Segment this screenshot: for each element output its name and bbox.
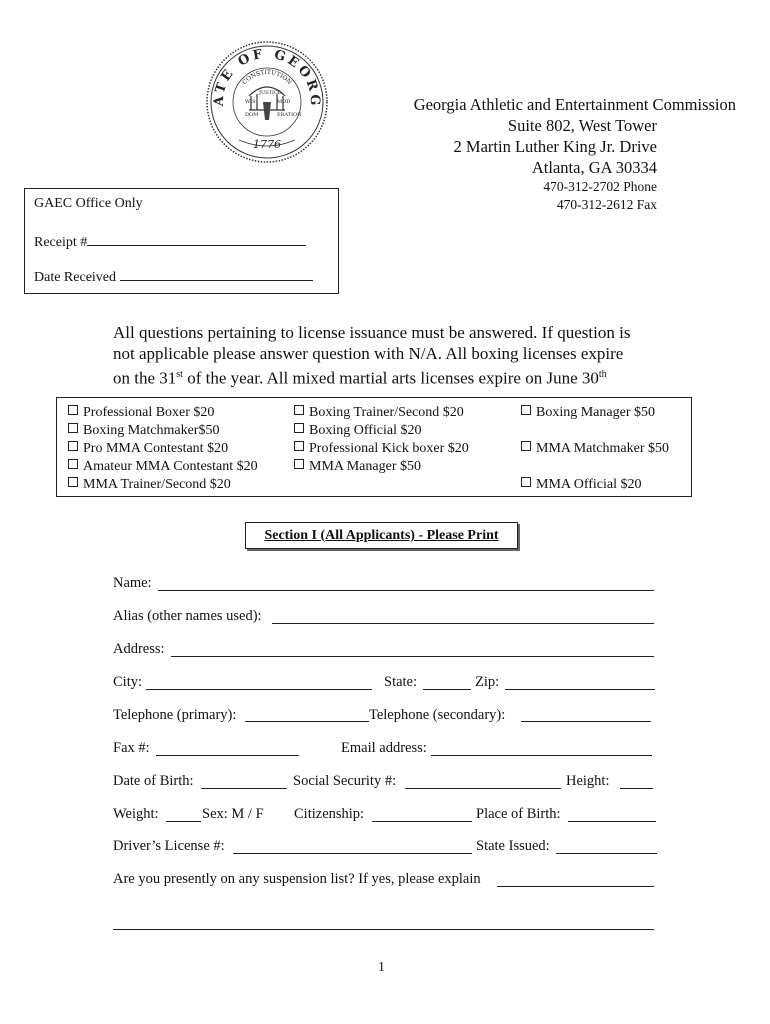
- telephone-secondary-label: Telephone (secondary):: [369, 707, 506, 723]
- instructions-line-3b: of the year. All mixed martial arts licenses expire on June 30: [182, 368, 599, 388]
- office-title: GAEC Office Only: [34, 196, 143, 211]
- commission-city: Atlanta, GA 30334: [531, 158, 657, 177]
- alias-field[interactable]: [272, 623, 654, 624]
- license-label: Boxing Official $20: [309, 423, 422, 438]
- license-label: Boxing Manager $50: [536, 405, 655, 420]
- height-field[interactable]: [620, 788, 653, 789]
- license-boxing-matchmaker[interactable]: [68, 423, 219, 439]
- checkbox[interactable]: [521, 441, 531, 451]
- state-label: State:: [384, 674, 418, 690]
- section-header: [245, 522, 518, 549]
- georgia-state-seal: [205, 40, 329, 164]
- telephone-primary-label: Telephone (primary):: [113, 707, 237, 723]
- sex-label: Sex: M / F: [202, 806, 264, 822]
- weight-field[interactable]: [166, 821, 201, 822]
- commission-street: 2 Martin Luther King Jr. Drive: [453, 137, 657, 156]
- name-label: Name:: [113, 575, 152, 591]
- date-received-label: Date Received: [34, 270, 117, 285]
- license-label: Professional Boxer $20: [83, 405, 215, 420]
- citizenship-field[interactable]: [372, 821, 472, 822]
- checkbox[interactable]: [68, 423, 78, 433]
- license-label: Professional Kick boxer $20: [309, 441, 469, 456]
- seal-word-4: DOM: [245, 112, 259, 118]
- receipt-field[interactable]: [87, 232, 306, 246]
- checkbox[interactable]: [521, 405, 531, 415]
- dob-label: Date of Birth:: [113, 773, 194, 789]
- license-label: Amateur MMA Contestant $20: [83, 459, 258, 474]
- instructions-sup-1: st: [176, 369, 183, 380]
- seal-word-2: JUSTICE: [259, 90, 282, 96]
- license-professional-boxer[interactable]: [68, 405, 214, 421]
- license-professional-kick-boxer[interactable]: [294, 441, 469, 457]
- zip-label: Zip:: [475, 674, 500, 690]
- checkbox[interactable]: [294, 441, 304, 451]
- instructions-line-1: All questions pertaining to license issuance must be answered. If question is: [113, 323, 631, 342]
- section-title: Section I (All Applicants) - Please Print: [264, 528, 499, 543]
- license-boxing-manager[interactable]: [521, 405, 655, 421]
- office-use-box: [24, 188, 339, 294]
- state-field[interactable]: [423, 689, 471, 690]
- city-label: City:: [113, 674, 143, 690]
- license-boxing-trainer-second[interactable]: [294, 405, 464, 421]
- page-number: 1: [378, 960, 385, 975]
- place-of-birth-label: Place of Birth:: [476, 806, 561, 822]
- seal-year: 1776: [253, 138, 281, 151]
- license-label: Boxing Matchmaker$50: [83, 423, 220, 438]
- checkbox[interactable]: [68, 459, 78, 469]
- license-boxing-official[interactable]: [294, 423, 422, 439]
- alias-label: Alias (other names used):: [113, 608, 262, 624]
- email-field[interactable]: [431, 755, 652, 756]
- commission-suite: Suite 802, West Tower: [507, 116, 657, 135]
- instructions-line-3a: on the 31: [113, 368, 177, 388]
- suspension-explain-field[interactable]: [497, 886, 654, 887]
- height-label: Height:: [566, 773, 610, 789]
- license-label: MMA Manager $50: [309, 459, 421, 474]
- checkbox[interactable]: [68, 441, 78, 451]
- email-label: Email address:: [341, 740, 427, 756]
- instructions-sup-2: th: [598, 369, 607, 380]
- ssn-field[interactable]: [405, 788, 561, 789]
- instructions-line-2: not applicable please answer question with N/A. All boxing licenses expire: [113, 344, 624, 363]
- instructions-paragraph: [113, 322, 673, 389]
- fax-label: Fax #:: [113, 740, 150, 756]
- commission-name: Georgia Athletic and Entertainment Commission: [413, 95, 736, 114]
- seal-top-text: ATE OF GEORG: [211, 46, 323, 109]
- license-mma-matchmaker[interactable]: [521, 441, 669, 457]
- checkbox[interactable]: [294, 423, 304, 433]
- seal-graphic: [205, 40, 329, 164]
- seal-ring-text: CONSTITUTION: [241, 68, 293, 87]
- license-label: MMA Trainer/Second $20: [83, 477, 231, 492]
- checkbox[interactable]: [294, 405, 304, 415]
- license-label: MMA Official $20: [536, 477, 642, 492]
- date-received-field[interactable]: [120, 267, 313, 281]
- instructions-line-3: [113, 364, 673, 389]
- address-label: Address:: [113, 641, 165, 657]
- zip-field[interactable]: [505, 689, 655, 690]
- license-mma-manager[interactable]: [294, 459, 421, 475]
- license-pro-mma-contestant[interactable]: [68, 441, 228, 457]
- dob-field[interactable]: [201, 788, 287, 789]
- drivers-license-label: Driver’s License #:: [113, 838, 225, 854]
- license-amateur-mma-contestant[interactable]: [68, 459, 258, 475]
- suspension-explain-line-2[interactable]: [113, 929, 654, 930]
- state-issued-label: State Issued:: [476, 838, 550, 854]
- license-mma-official[interactable]: [521, 477, 642, 493]
- checkbox[interactable]: [68, 477, 78, 487]
- license-label: MMA Matchmaker $50: [536, 441, 669, 456]
- license-type-box: [56, 397, 692, 497]
- drivers-license-field[interactable]: [233, 853, 472, 854]
- telephone-primary-field[interactable]: [245, 721, 369, 722]
- state-issued-field[interactable]: [556, 853, 657, 854]
- telephone-secondary-field[interactable]: [521, 721, 651, 722]
- seal-word-3: MOD: [277, 99, 291, 105]
- place-of-birth-field[interactable]: [568, 821, 656, 822]
- svg-text:CONSTITUTION: [241, 69, 293, 86]
- checkbox[interactable]: [294, 459, 304, 469]
- ssn-label: Social Security #:: [293, 773, 397, 789]
- name-field[interactable]: [158, 590, 654, 591]
- checkbox[interactable]: [521, 477, 531, 487]
- seal-word-5: ERATION: [277, 112, 302, 118]
- license-label: Pro MMA Contestant $20: [83, 441, 229, 456]
- license-label: Boxing Trainer/Second $20: [309, 405, 464, 420]
- receipt-label: Receipt #: [34, 235, 88, 250]
- commission-fax: 470-312-2612 Fax: [556, 197, 657, 212]
- city-field[interactable]: [146, 689, 372, 690]
- commission-phone: 470-312-2702 Phone: [543, 179, 657, 194]
- seal-word-1: WIS: [245, 99, 256, 105]
- suspension-label: Are you presently on any suspension list? If yes, please explain: [113, 871, 481, 887]
- weight-label: Weight:: [113, 806, 159, 822]
- citizenship-label: Citizenship:: [294, 806, 365, 822]
- license-mma-trainer-second[interactable]: [68, 477, 231, 493]
- checkbox[interactable]: [68, 405, 78, 415]
- fax-field[interactable]: [156, 755, 299, 756]
- address-field[interactable]: [171, 656, 654, 657]
